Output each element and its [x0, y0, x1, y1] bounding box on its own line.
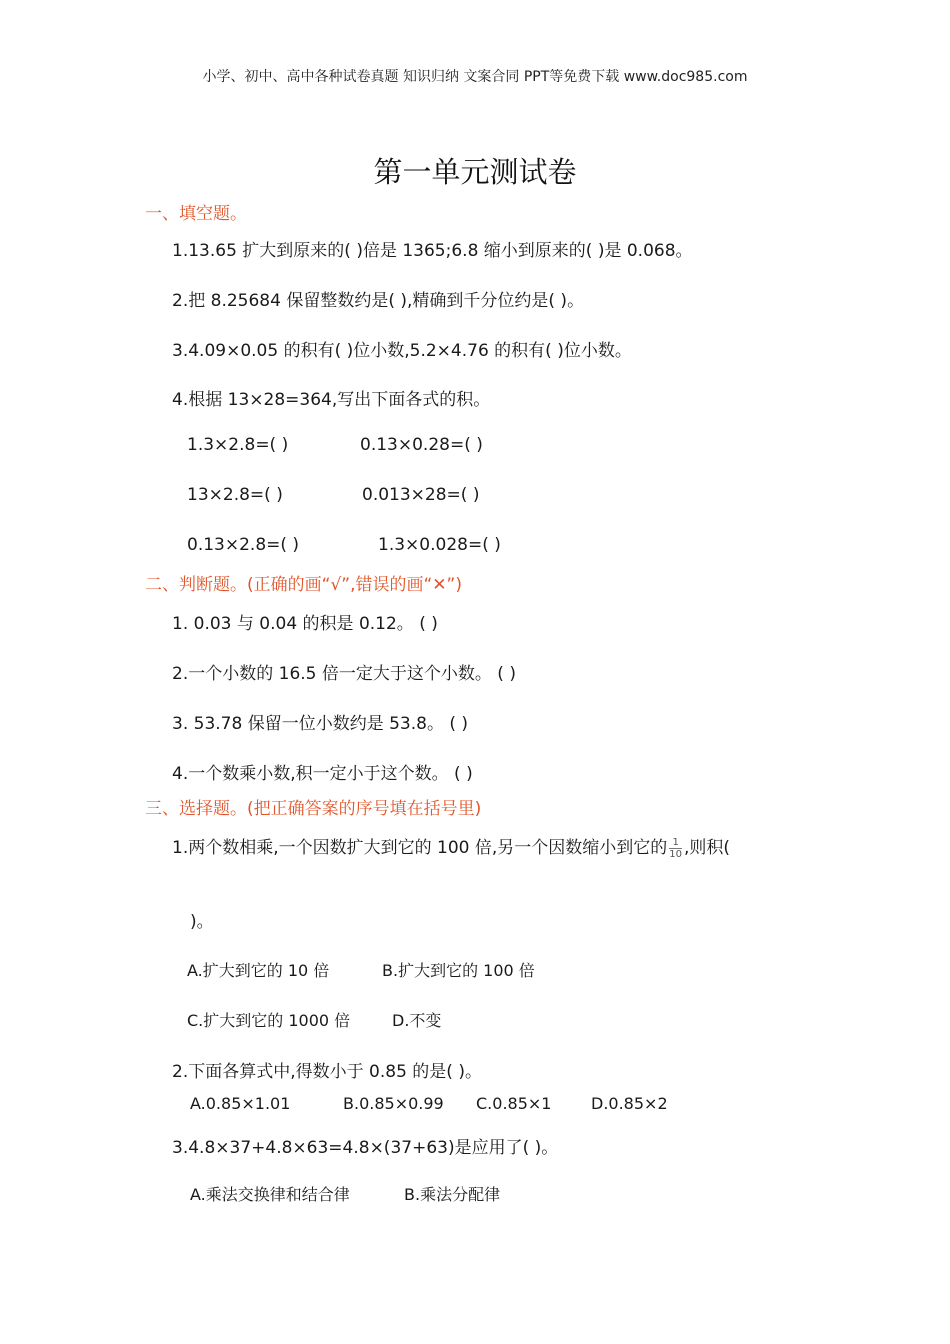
- section-heading-true-false: 二、判断题。(正确的画“√”,错误的画“✕”): [145, 575, 462, 595]
- page-header: 小学、初中、高中各种试卷真题 知识归纳 文案合同 PPT等免费下载 www.doc985.com: [202, 69, 748, 85]
- option-d: D.不变: [392, 1011, 442, 1030]
- question-1-1: 1.13.65 扩大到原来的( )倍是 1365;6.8 缩小到原来的( )是 0.068。: [172, 241, 693, 261]
- sub-item: 0.13×0.28=( ): [360, 435, 483, 455]
- option-c: C.扩大到它的 1000 倍: [187, 1011, 351, 1030]
- question-1-3: 3.4.09×0.05 的积有( )位小数,5.2×4.76 的积有( )位小数。: [172, 341, 632, 361]
- option-b: B.乘法分配律: [404, 1185, 501, 1204]
- fraction-denominator: 10: [669, 848, 683, 860]
- option-c: C.0.85×1: [476, 1094, 552, 1113]
- sub-item: 0.13×2.8=( ): [187, 535, 300, 555]
- option-d: D.0.85×2: [591, 1094, 668, 1113]
- sub-item: 0.013×28=( ): [362, 485, 480, 505]
- sub-item: 1.3×0.028=( ): [378, 535, 501, 555]
- option-a: A.扩大到它的 10 倍: [187, 961, 330, 980]
- question-3-1-tail: ,则积(: [684, 838, 731, 858]
- option-b: B.0.85×0.99: [343, 1094, 444, 1113]
- page-title: 第一单元测试卷: [373, 155, 577, 189]
- question-2-3: 3. 53.78 保留一位小数约是 53.8。 ( ): [172, 714, 469, 734]
- option-b: B.扩大到它的 100 倍: [382, 961, 535, 980]
- question-2-1: 1. 0.03 与 0.04 的积是 0.12。 ( ): [172, 614, 438, 634]
- question-3-3: 3.4.8×37+4.8×63=4.8×(37+63)是应用了( )。: [172, 1138, 559, 1158]
- question-3-1: [172, 833, 730, 860]
- section-heading-fill-in: 一、填空题。: [145, 204, 247, 224]
- question-3-2: 2.下面各算式中,得数小于 0.85 的是( )。: [172, 1062, 482, 1082]
- sub-item: 1.3×2.8=( ): [187, 435, 289, 455]
- question-3-1-continuation: )。: [190, 912, 214, 932]
- question-1-4: 4.根据 13×28=364,写出下面各式的积。: [172, 390, 491, 410]
- option-a: A.0.85×1.01: [190, 1094, 291, 1113]
- question-3-1-text: 1.两个数相乘,一个因数扩大到它的 100 倍,另一个因数缩小到它的: [172, 838, 668, 858]
- section-heading-multiple-choice: 三、选择题。(把正确答案的序号填在括号里): [145, 799, 482, 819]
- question-2-4: 4.一个数乘小数,积一定小于这个数。 ( ): [172, 764, 473, 784]
- fraction-numerator: 1: [669, 837, 682, 849]
- question-1-2: 2.把 8.25684 保留整数约是( ),精确到千分位约是( )。: [172, 291, 585, 311]
- sub-item: 13×2.8=( ): [187, 485, 283, 505]
- fraction-one-tenth: [669, 837, 682, 860]
- option-a: A.乘法交换律和结合律: [190, 1185, 350, 1204]
- question-2-2: 2.一个小数的 16.5 倍一定大于这个小数。 ( ): [172, 664, 516, 684]
